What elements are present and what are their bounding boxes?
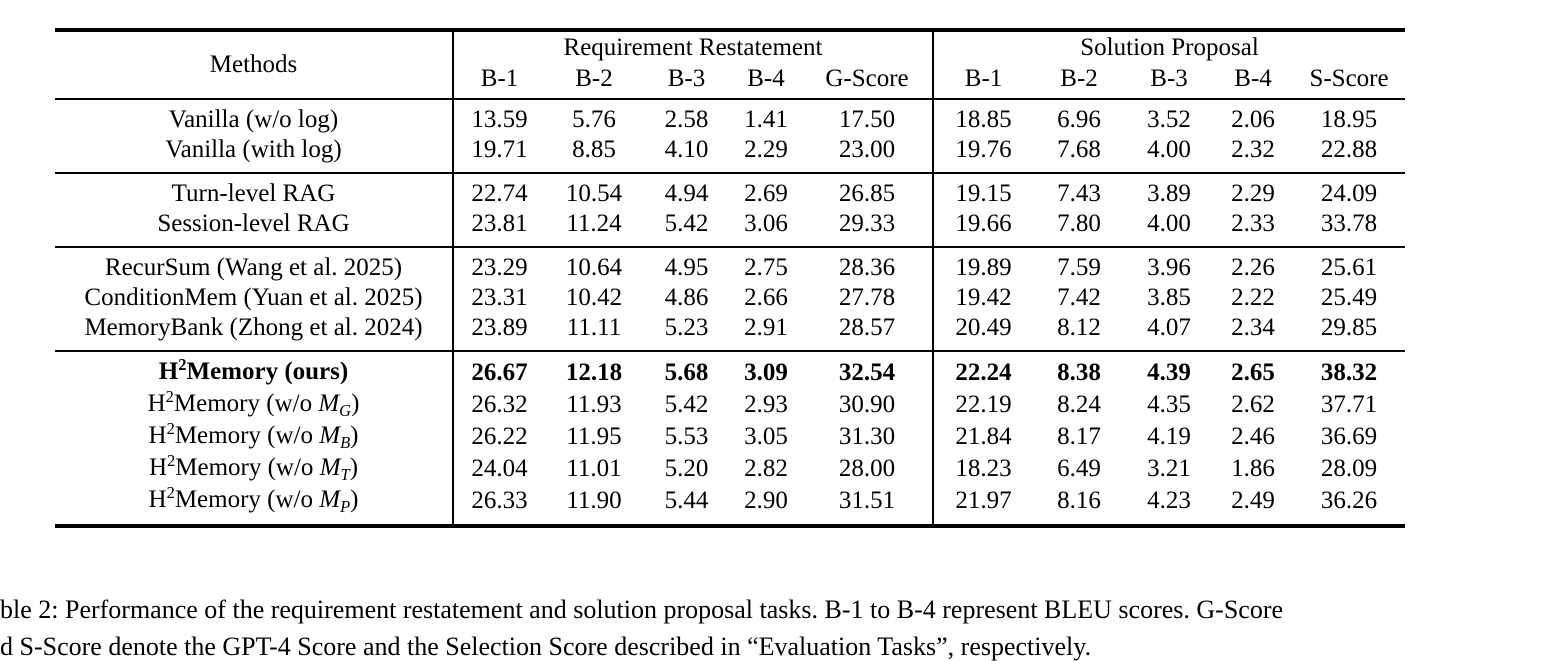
col-header-s-score-sp: S-Score — [1309, 65, 1389, 92]
method-math-sub: G — [339, 400, 352, 420]
col-header-b-3-sp: B-3 — [1150, 65, 1188, 92]
score-cell: 22.24 — [933, 351, 1033, 389]
score-cell: 6.96 — [1057, 106, 1101, 133]
table-row — [55, 421, 1405, 453]
method-name — [55, 283, 453, 313]
method-name — [55, 389, 453, 421]
method-name — [55, 351, 453, 389]
method-text: Memory (w/o — [174, 422, 320, 449]
score-cell: 4.00 — [1147, 136, 1191, 163]
score-cell: 7.59 — [1057, 254, 1101, 281]
score-cell: 7.43 — [1057, 180, 1101, 207]
score-cell: 8.24 — [1057, 391, 1101, 418]
method-math-mi: M — [318, 390, 340, 417]
score-cell: 2.34 — [1231, 314, 1275, 341]
score-cell: 3.06 — [744, 210, 788, 237]
method-text: H — [148, 454, 168, 481]
score-cell: 26.67 — [453, 351, 545, 389]
method-name — [55, 421, 453, 453]
score-cell: 11.90 — [566, 487, 622, 514]
score-cell: 2.46 — [1231, 423, 1275, 450]
score-cell: 23.00 — [838, 136, 896, 163]
score-cell: 4.35 — [1147, 391, 1191, 418]
score-cell: 19.76 — [933, 135, 1033, 173]
col-header-b-1-rr: B-1 — [453, 64, 545, 99]
table-header — [55, 30, 1405, 99]
col-header-b-3-rr: B-3 — [667, 65, 706, 92]
method-text: Memory (w/o — [173, 390, 319, 417]
score-cell: 4.39 — [1147, 359, 1191, 386]
table-caption — [0, 591, 1542, 661]
col-group-solution-proposal: Solution Proposal — [933, 30, 1405, 64]
score-cell: 11.11 — [566, 314, 622, 341]
score-cell: 25.61 — [1320, 254, 1378, 281]
score-cell: 33.78 — [1320, 210, 1378, 237]
method-math-mi: M — [319, 422, 341, 449]
method-name — [55, 209, 453, 247]
method-text: ) — [350, 486, 359, 513]
score-cell: 7.80 — [1057, 210, 1101, 237]
method-text: H — [148, 486, 167, 513]
score-cell: 2.66 — [744, 284, 788, 311]
score-cell: 22.19 — [933, 389, 1033, 421]
score-cell: 2.62 — [1231, 391, 1275, 418]
method-text: MemoryBank (Zhong et al. 2024) — [84, 314, 423, 341]
score-cell: 26.85 — [838, 180, 896, 207]
score-cell: 4.10 — [664, 136, 709, 163]
col-header-g-score-rr: G-Score — [825, 65, 909, 92]
score-cell: 4.94 — [664, 180, 709, 207]
score-cell: 5.23 — [664, 314, 709, 341]
score-cell: 3.96 — [1147, 254, 1191, 281]
row-group-3 — [55, 247, 1405, 351]
score-cell: 2.06 — [1231, 106, 1275, 133]
score-cell: 21.97 — [933, 485, 1033, 526]
score-cell: 20.49 — [933, 313, 1033, 351]
score-cell: 8.38 — [1057, 359, 1101, 386]
score-cell: 23.89 — [453, 313, 545, 351]
method-text: Memory (w/o — [174, 486, 320, 513]
score-cell: 2.22 — [1231, 284, 1275, 311]
col-header-b-2-sp: B-2 — [1060, 65, 1098, 92]
method-text: ) — [351, 390, 360, 417]
table-row — [55, 209, 1405, 247]
method-math-sub: P — [340, 496, 351, 516]
table-row — [55, 351, 1405, 389]
method-name — [55, 313, 453, 351]
score-cell: 23.29 — [453, 247, 545, 283]
score-cell: 21.84 — [933, 421, 1033, 453]
score-cell: 2.26 — [1231, 254, 1275, 281]
score-cell: 10.64 — [565, 254, 623, 281]
score-cell: 4.86 — [664, 284, 709, 311]
score-cell: 6.49 — [1057, 455, 1101, 482]
score-cell: 36.26 — [1320, 487, 1378, 514]
method-text: ) — [349, 454, 359, 481]
score-cell: 2.91 — [744, 314, 788, 341]
score-cell: 11.93 — [566, 391, 622, 418]
score-cell: 31.51 — [838, 487, 896, 514]
score-cell: 2.93 — [744, 391, 788, 418]
method-text: H — [158, 358, 179, 385]
score-cell: 8.17 — [1057, 423, 1101, 450]
table-row — [55, 313, 1405, 351]
score-cell: 36.69 — [1320, 423, 1378, 450]
score-cell: 31.30 — [838, 423, 896, 450]
method-math-sup: 2 — [166, 485, 175, 502]
row-group-2 — [55, 173, 1405, 247]
score-cell: 19.89 — [933, 247, 1033, 283]
score-cell: 2.90 — [744, 487, 788, 514]
score-cell: 28.00 — [838, 455, 896, 482]
score-cell: 26.33 — [453, 485, 545, 526]
method-text: Vanilla (w/o log) — [168, 106, 339, 133]
score-cell: 3.52 — [1147, 106, 1191, 133]
score-cell: 38.32 — [1320, 359, 1378, 386]
score-cell: 19.66 — [933, 209, 1033, 247]
score-cell: 17.50 — [838, 106, 896, 133]
score-cell: 2.49 — [1231, 487, 1275, 514]
score-cell: 11.95 — [566, 423, 622, 450]
method-text: Vanilla (with log) — [165, 136, 342, 163]
score-cell: 8.16 — [1057, 487, 1101, 514]
score-cell: 3.21 — [1147, 455, 1191, 482]
score-cell: 12.18 — [565, 359, 623, 386]
col-header-b-4-sp: B-4 — [1234, 65, 1272, 92]
caption-line-1: ble 2: Performance of the requirement restatement and solution proposal tasks. B-1 to B-4 represent BLEU scores. G-Score — [0, 595, 1284, 624]
score-cell: 23.81 — [453, 209, 545, 247]
score-cell: 10.42 — [565, 284, 623, 311]
method-math-sub: B — [340, 432, 351, 452]
score-cell: 37.71 — [1320, 391, 1378, 418]
score-cell: 4.19 — [1147, 423, 1191, 450]
score-cell: 4.07 — [1147, 314, 1191, 341]
score-cell: 28.36 — [838, 254, 896, 281]
score-cell: 5.42 — [664, 210, 709, 237]
score-cell: 27.78 — [838, 284, 896, 311]
table-row — [55, 485, 1405, 526]
score-cell: 29.33 — [838, 210, 896, 237]
score-cell: 24.04 — [453, 453, 545, 485]
method-text: H — [147, 390, 166, 417]
score-cell: 5.53 — [664, 423, 709, 450]
col-group-requirement-restatement: Requirement Restatement — [453, 30, 933, 64]
method-name — [55, 135, 453, 173]
score-cell: 7.42 — [1057, 284, 1101, 311]
col-header-b-4-rr: B-4 — [747, 65, 785, 92]
results-table — [55, 28, 1405, 528]
method-math-sup: 2 — [165, 389, 174, 406]
score-cell: 26.32 — [453, 389, 545, 421]
method-name — [55, 485, 453, 526]
score-cell: 2.82 — [744, 455, 788, 482]
score-cell: 29.85 — [1320, 314, 1378, 341]
col-header-methods: Methods — [209, 51, 298, 78]
table-row — [55, 247, 1405, 283]
score-cell: 3.05 — [744, 423, 788, 450]
score-cell: 22.74 — [453, 173, 545, 209]
score-cell: 22.88 — [1320, 136, 1378, 163]
score-cell: 19.42 — [933, 283, 1033, 313]
method-text: ConditionMem (Yuan et al. 2025) — [84, 284, 423, 311]
method-name — [55, 453, 453, 485]
method-text: RecurSum (Wang et al. 2025) — [104, 254, 403, 281]
method-text: Session-level RAG — [157, 210, 350, 237]
score-cell: 30.90 — [838, 391, 896, 418]
score-cell: 19.15 — [933, 173, 1033, 209]
table-row — [55, 99, 1405, 135]
method-text: Memory (ours) — [186, 358, 349, 385]
score-cell: 5.42 — [664, 391, 709, 418]
score-cell: 1.41 — [744, 106, 788, 133]
score-cell: 3.89 — [1147, 180, 1191, 207]
score-cell: 4.95 — [664, 254, 709, 281]
score-cell: 19.71 — [453, 135, 545, 173]
col-header-b-2-rr: B-2 — [575, 65, 613, 92]
score-cell: 5.44 — [664, 487, 709, 514]
score-cell: 23.31 — [453, 283, 545, 313]
score-cell: 11.24 — [566, 210, 622, 237]
score-cell: 5.76 — [572, 106, 616, 133]
score-cell: 26.22 — [453, 421, 545, 453]
score-cell: 18.85 — [933, 99, 1033, 135]
page — [0, 28, 1542, 661]
score-cell: 24.09 — [1320, 180, 1378, 207]
score-cell: 4.23 — [1147, 487, 1191, 514]
score-cell: 5.20 — [664, 455, 709, 482]
row-group-1 — [55, 99, 1405, 173]
score-cell: 2.33 — [1231, 210, 1275, 237]
score-cell: 25.49 — [1320, 284, 1378, 311]
score-cell: 2.58 — [664, 106, 709, 133]
method-name — [55, 99, 453, 135]
score-cell: 10.54 — [565, 180, 623, 207]
score-cell: 2.75 — [744, 254, 788, 281]
score-cell: 2.69 — [744, 180, 788, 207]
score-cell: 2.29 — [1231, 180, 1275, 207]
table-row — [55, 453, 1405, 485]
table-row — [55, 173, 1405, 209]
method-name — [55, 173, 453, 209]
method-math-sub: T — [340, 464, 350, 484]
score-cell: 2.29 — [744, 136, 788, 163]
score-cell: 1.86 — [1231, 455, 1275, 482]
score-cell: 18.95 — [1320, 106, 1378, 133]
score-cell: 11.01 — [566, 455, 622, 482]
score-cell: 7.68 — [1057, 136, 1101, 163]
score-cell: 4.00 — [1147, 210, 1191, 237]
row-group-4 — [55, 351, 1405, 526]
score-cell: 32.54 — [838, 359, 896, 386]
score-cell: 8.12 — [1057, 314, 1101, 341]
table-row — [55, 283, 1405, 313]
score-cell: 5.68 — [664, 359, 709, 386]
score-cell: 18.23 — [933, 453, 1033, 485]
table-row — [55, 389, 1405, 421]
method-text: H — [148, 422, 167, 449]
caption-line-2: d S-Score denote the GPT-4 Score and the Selection Score described in “Evaluation Tasks”, respectively. — [0, 632, 1092, 661]
method-math-sup: 2 — [167, 453, 176, 470]
method-name — [55, 247, 453, 283]
score-cell: 3.09 — [744, 359, 788, 386]
score-cell: 3.85 — [1147, 284, 1191, 311]
score-cell: 13.59 — [453, 99, 545, 135]
method-math-mi: M — [319, 486, 341, 513]
method-text: ) — [350, 422, 359, 449]
score-cell: 28.57 — [838, 314, 896, 341]
method-text: Turn-level RAG — [171, 180, 336, 207]
score-cell: 2.65 — [1231, 359, 1275, 386]
method-math-mi: M — [319, 454, 341, 481]
score-cell: 28.09 — [1320, 455, 1378, 482]
method-text: Memory (w/o — [175, 454, 320, 481]
score-cell: 8.85 — [572, 136, 616, 163]
method-math-sup: 2 — [166, 421, 175, 438]
col-header-b-1-sp: B-1 — [933, 64, 1033, 99]
score-cell: 2.32 — [1231, 136, 1275, 163]
table-row — [55, 135, 1405, 173]
method-math-sup: 2 — [178, 354, 187, 374]
